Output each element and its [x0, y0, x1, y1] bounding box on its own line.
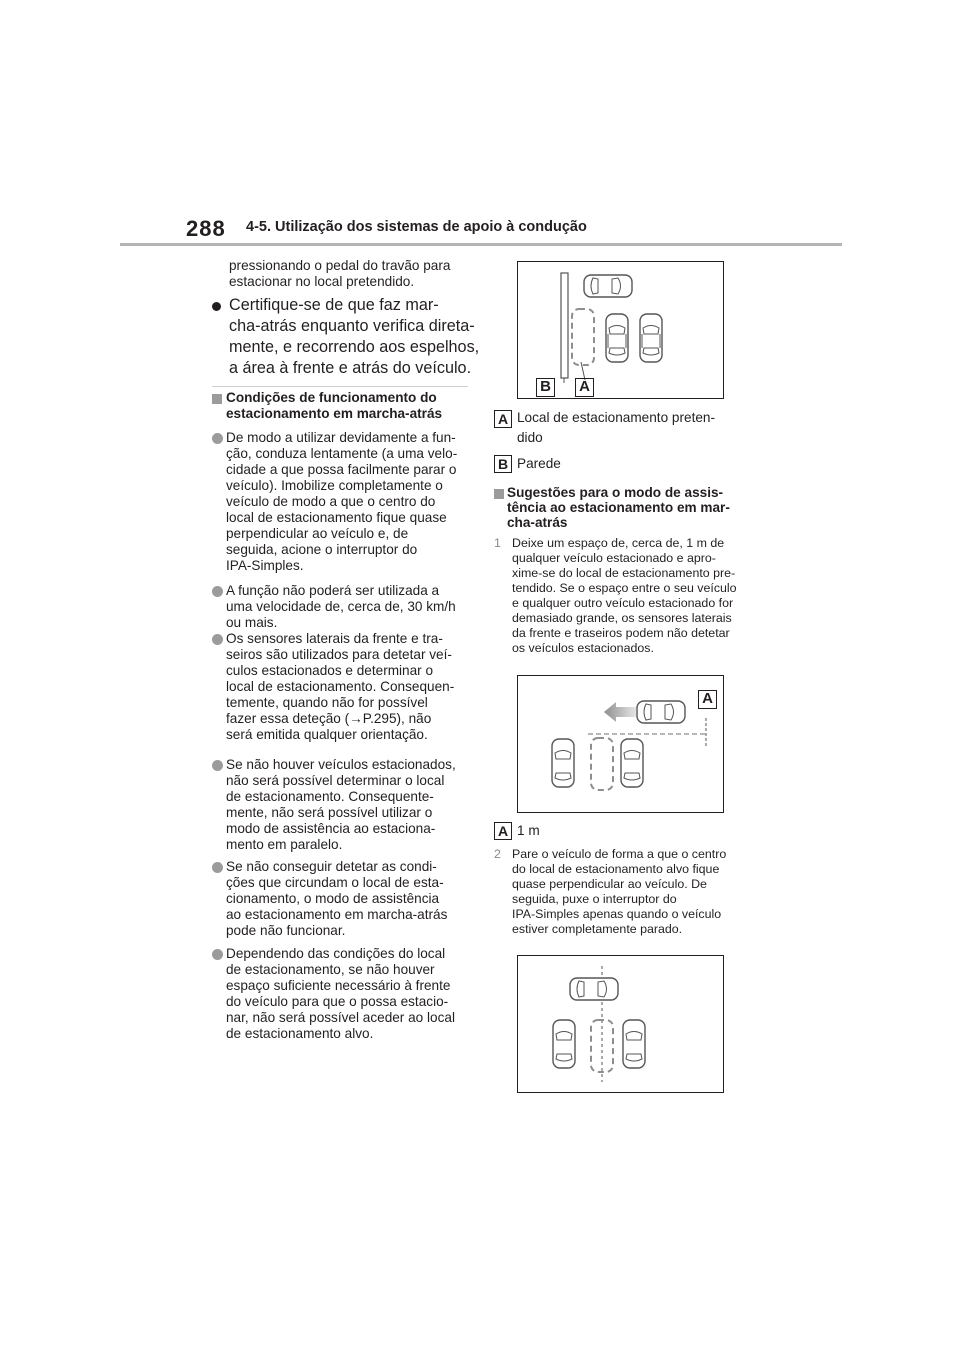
figure-wall-parking: [517, 261, 724, 399]
intro-line-2: estacionar no local pretendido.: [229, 274, 415, 289]
bullet-icon: [212, 949, 223, 960]
bullet-text-line: ou mais.: [226, 615, 278, 630]
bullet-text-line: Os sensores laterais da frente e tra-: [226, 631, 443, 646]
bullet-icon: [212, 433, 223, 444]
bullet-text-line: nar, não será possível aceder ao local: [226, 1010, 455, 1025]
figure2-label-a: A: [698, 690, 717, 709]
bullet-text-line: veículo de modo a que o centro do: [226, 494, 436, 509]
bullet-text-line: de estacionamento alvo.: [226, 1026, 374, 1041]
step2-line: IPA-Simples apenas quando o veículo: [512, 907, 722, 921]
step1-line: e qualquer outro veículo estacionado for: [512, 596, 734, 610]
legend-b-line-1: Parede: [517, 456, 561, 471]
bullet-text-line: será emitida qualquer orientação.: [226, 727, 428, 742]
bullet-text-line: seguida, acione o interruptor do: [226, 542, 418, 557]
step1-line: tendido. Se o espaço entre o seu veículo: [512, 581, 737, 595]
check-line-3: mente, e recorrendo aos espelhos,: [229, 338, 480, 356]
heading-square-icon: [212, 394, 222, 404]
legend2-a-text: 1 m: [517, 823, 540, 838]
bullet-text-line: Dependendo das condições do local: [226, 946, 446, 961]
bullet-text-line: não será possível determinar o local: [226, 773, 445, 788]
bullet-text-line: fazer essa deteção (→P.295), não: [226, 711, 432, 726]
figure-perpendicular-stop: [517, 955, 724, 1093]
bullet-icon: [212, 634, 223, 645]
step2-line: seguida, puxe o interruptor do: [512, 892, 677, 906]
step2-number: 2: [494, 847, 501, 861]
legend2-a-key: A: [494, 822, 512, 840]
bullet-text-line: mente, não será possível utilizar o: [226, 805, 433, 820]
header-divider: [120, 243, 842, 246]
bullet-text-line: ao estacionamento em marcha-atrás: [226, 907, 448, 922]
check-line-2: cha-atrás enquanto verifica direta-: [229, 317, 475, 335]
bullet-text-line: A função não poderá ser utilizada a: [226, 583, 440, 598]
bullet-text-line: Se não houver veículos estacionados,: [226, 757, 456, 772]
bullet-text-line: temente, quando não for possível: [226, 695, 428, 710]
bullet-text-line: local de estacionamento. Consequen-: [226, 679, 455, 694]
bullet-text-line: espaço suficiente necessário à frente: [226, 978, 451, 993]
bullet-text-line: veículo). Imobilize completamente o: [226, 478, 443, 493]
legend-a-key: A: [494, 410, 512, 428]
heading2-line-2: tência ao estacionamento em mar-: [507, 500, 730, 515]
step2-line: do local de estacionamento alvo fique: [512, 862, 720, 876]
section-divider: [212, 386, 468, 387]
step2-line: estiver completamente parado.: [512, 922, 683, 936]
step1-line: demasiado grande, os sensores laterais: [512, 611, 732, 625]
step1-line: os veículos estacionados.: [512, 641, 654, 655]
heading2-line-1: Sugestões para o modo de assis-: [507, 485, 724, 500]
bullet-text-line: De modo a utilizar devidamente a fun-: [226, 430, 456, 445]
legend-a-line-1: Local de estacionamento preten-: [517, 410, 715, 425]
check-line-1: Certifique-se de que faz mar-: [229, 296, 439, 314]
bullet-text-line: cionamento, o modo de assistência: [226, 891, 440, 906]
bullet-icon: [212, 862, 223, 873]
bullet-text-line: do veículo para que o possa estacio-: [226, 994, 449, 1009]
heading-line-2: estacionamento em marcha-atrás: [226, 406, 443, 421]
heading-line-1: Condições de funcionamento do: [226, 390, 437, 405]
page-number: 288: [186, 216, 226, 241]
bullet-text-line: uma velocidade de, cerca de, 30 km/h: [226, 599, 456, 614]
step1-line: da frente e traseiros podem não detetar: [512, 626, 730, 640]
intro-line-1: pressionando o pedal do travão para: [229, 258, 451, 273]
bullet-text-line: mento em paralelo.: [226, 837, 343, 852]
figure1-label-a: A: [575, 378, 594, 397]
bullet-text-line: local de estacionamento fique quase: [226, 510, 447, 525]
bullet-text-line: ções que circundam o local de esta-: [226, 875, 444, 890]
bullet-text-line: cidade a que possa facilmente parar o: [226, 462, 457, 477]
legend-a-line-2: dido: [517, 430, 543, 445]
step1-number: 1: [494, 536, 501, 550]
section-title: 4-5. Utilização dos sistemas de apoio à condução: [246, 219, 587, 235]
bullet-text-line: ção, conduza lentamente (a uma velo-: [226, 446, 458, 461]
check-bullet-icon: [212, 302, 221, 311]
bullet-text-line: de estacionamento, se não houver: [226, 962, 435, 977]
heading2-line-3: cha-atrás: [507, 515, 568, 530]
bullet-icon: [212, 760, 223, 771]
bullet-icon: [212, 586, 223, 597]
bullet-text-line: seiros são utilizados para detetar veí-: [226, 647, 452, 662]
bullet-text-line: Se não conseguir detetar as condi-: [226, 859, 437, 874]
figure-one-meter-gap: [517, 675, 724, 813]
bullet-text-line: culos estacionados e determinar o: [226, 663, 434, 678]
step1-line: Deixe um espaço de, cerca de, 1 m de: [512, 536, 725, 550]
legend-b-key: B: [494, 455, 512, 473]
figure1-label-b: B: [536, 378, 555, 397]
step2-line: quase perpendicular ao veículo. De: [512, 877, 707, 891]
check-line-4: a área à frente e atrás do veículo.: [229, 359, 472, 377]
bullet-text-line: de estacionamento. Consequente-: [226, 789, 434, 804]
bullet-text-line: pode não funcionar.: [226, 923, 346, 938]
step1-line: qualquer veículo estacionado e apro-: [512, 551, 716, 565]
bullet-text-line: IPA-Simples.: [226, 558, 304, 573]
heading2-square-icon: [494, 489, 504, 499]
step1-line: xime-se do local de estacionamento pre-: [512, 566, 736, 580]
step2-line: Pare o veículo de forma a que o centro: [512, 847, 727, 861]
bullet-text-line: modo de assistência ao estaciona-: [226, 821, 436, 836]
bullet-text-line: perpendicular ao veículo e, de: [226, 526, 409, 541]
